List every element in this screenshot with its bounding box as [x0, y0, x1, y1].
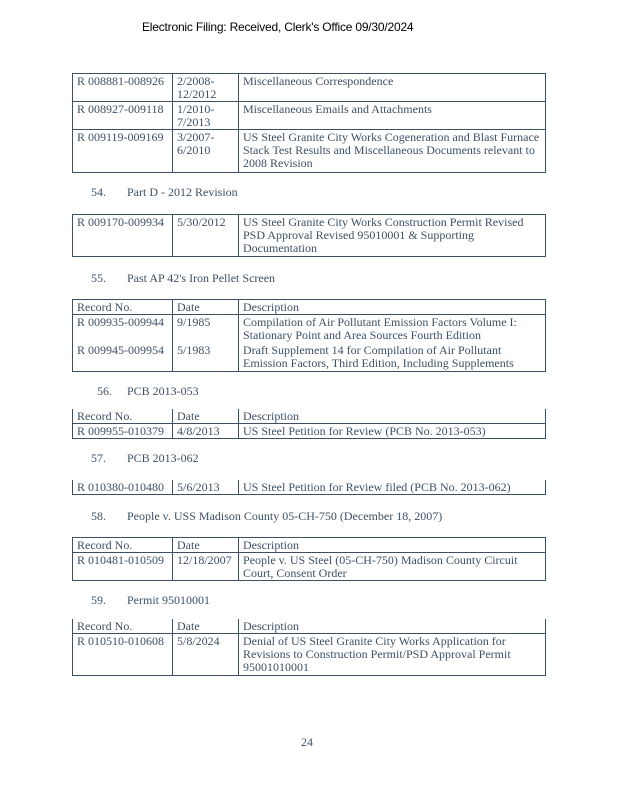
section-title: PCB 2013-053 — [127, 384, 199, 398]
table-header-row — [73, 619, 546, 634]
record-number: R 008927-009118 — [73, 102, 173, 130]
record-description: US Steel Petition for Review filed (PCB No. 2013-062) — [239, 480, 546, 495]
record-description: US Steel Granite City Works Cogeneration and Blast Furnace Stack Test Results and Miscellaneous Documents relevant to 2008 Revision — [239, 130, 546, 173]
table-header-row — [73, 538, 546, 553]
section-title: People v. USS Madison County 05-CH-750 (December 18, 2007) — [127, 509, 443, 523]
record-date: 5/8/2024 — [173, 634, 239, 676]
section-title: Permit 95010001 — [127, 593, 210, 607]
record-number: R 009945-009954 — [73, 343, 173, 372]
records-table — [72, 480, 546, 495]
section-title: Past AP 42's Iron Pellet Screen — [127, 271, 276, 285]
column-header-record: Record No. — [73, 409, 173, 424]
record-description: Draft Supplement 14 for Compilation of Air Pollutant Emission Factors, Third Edition, Including Supplements — [239, 343, 546, 372]
column-header-record: Record No. — [73, 300, 173, 315]
record-date: 5/1983 — [173, 343, 239, 372]
section-heading — [91, 185, 238, 200]
record-number: R 010481-010509 — [73, 553, 173, 581]
column-header-description: Description — [239, 619, 546, 634]
column-header-record: Record No. — [73, 538, 173, 553]
record-number: R 009170-009934 — [73, 215, 173, 257]
section-number: 59. — [91, 593, 106, 607]
record-description: People v. US Steel (05-CH-750) Madison County Circuit Court, Consent Order — [239, 553, 546, 581]
column-header-description: Description — [239, 300, 546, 315]
table-row — [73, 315, 546, 343]
column-header-date: Date — [173, 538, 239, 553]
record-number: R 010380-010480 — [73, 480, 173, 495]
column-header-description: Description — [239, 538, 546, 553]
section-heading — [91, 509, 442, 524]
record-date: 1/2010- 7/2013 — [173, 102, 239, 130]
records-table — [72, 214, 546, 257]
section-title: Part D - 2012 Revision — [127, 185, 238, 199]
electronic-filing-stamp: Electronic Filing: Received, Clerk's Office 09/30/2024 — [142, 20, 414, 34]
record-date: 9/1985 — [173, 315, 239, 343]
section-heading — [97, 384, 199, 399]
column-header-date: Date — [173, 409, 239, 424]
records-table-continued — [72, 73, 546, 173]
record-number: R 010510-010608 — [73, 634, 173, 676]
table-row — [73, 553, 546, 581]
table-row — [73, 74, 546, 102]
record-date: 5/6/2013 — [173, 480, 239, 495]
section-number: 56. — [97, 384, 112, 398]
section-heading — [91, 271, 275, 286]
records-table — [72, 619, 546, 676]
record-number: R 009935-009944 — [73, 315, 173, 343]
section-heading — [91, 451, 199, 466]
section-number: 58. — [91, 509, 106, 523]
table-row — [73, 480, 546, 495]
record-date: 4/8/2013 — [173, 424, 239, 439]
table-row — [73, 215, 546, 257]
column-header-date: Date — [173, 300, 239, 315]
record-description: US Steel Granite City Works Construction Permit Revised PSD Approval Revised 95010001 & Supporting Documentation — [239, 215, 546, 257]
record-description: Denial of US Steel Granite City Works Application for Revisions to Construction Permit/PSD Approval Permit 95001010001 — [239, 634, 546, 676]
record-date: 5/30/2012 — [173, 215, 239, 257]
record-description: Miscellaneous Correspondence — [239, 74, 546, 102]
record-date: 3/2007- 6/2010 — [173, 130, 239, 173]
record-description: Compilation of Air Pollutant Emission Factors Volume I: Stationary Point and Area Sources Fourth Edition — [239, 315, 546, 343]
section-title: PCB 2013-062 — [127, 451, 199, 465]
table-header-row — [73, 300, 546, 315]
page-number: 24 — [301, 735, 313, 749]
records-table — [72, 537, 546, 581]
record-number: R 009119-009169 — [73, 130, 173, 173]
section-number: 55. — [91, 271, 106, 285]
section-heading — [91, 593, 210, 608]
record-description: US Steel Petition for Review (PCB No. 2013-053) — [239, 424, 546, 439]
record-number: R 009955-010379 — [73, 424, 173, 439]
column-header-description: Description — [239, 409, 546, 424]
record-date: 2/2008- 12/2012 — [173, 74, 239, 102]
table-header-row — [73, 409, 546, 424]
table-row — [73, 343, 546, 372]
record-number: R 008881-008926 — [73, 74, 173, 102]
table-row — [73, 130, 546, 173]
record-date: 12/18/2007 — [173, 553, 239, 581]
records-table — [72, 299, 546, 372]
section-number: 57. — [91, 451, 106, 465]
table-row — [73, 102, 546, 130]
column-header-record: Record No. — [73, 619, 173, 634]
section-number: 54. — [91, 185, 106, 199]
record-description: Miscellaneous Emails and Attachments — [239, 102, 546, 130]
column-header-date: Date — [173, 619, 239, 634]
table-row — [73, 634, 546, 676]
records-table — [72, 409, 546, 439]
table-row — [73, 424, 546, 439]
